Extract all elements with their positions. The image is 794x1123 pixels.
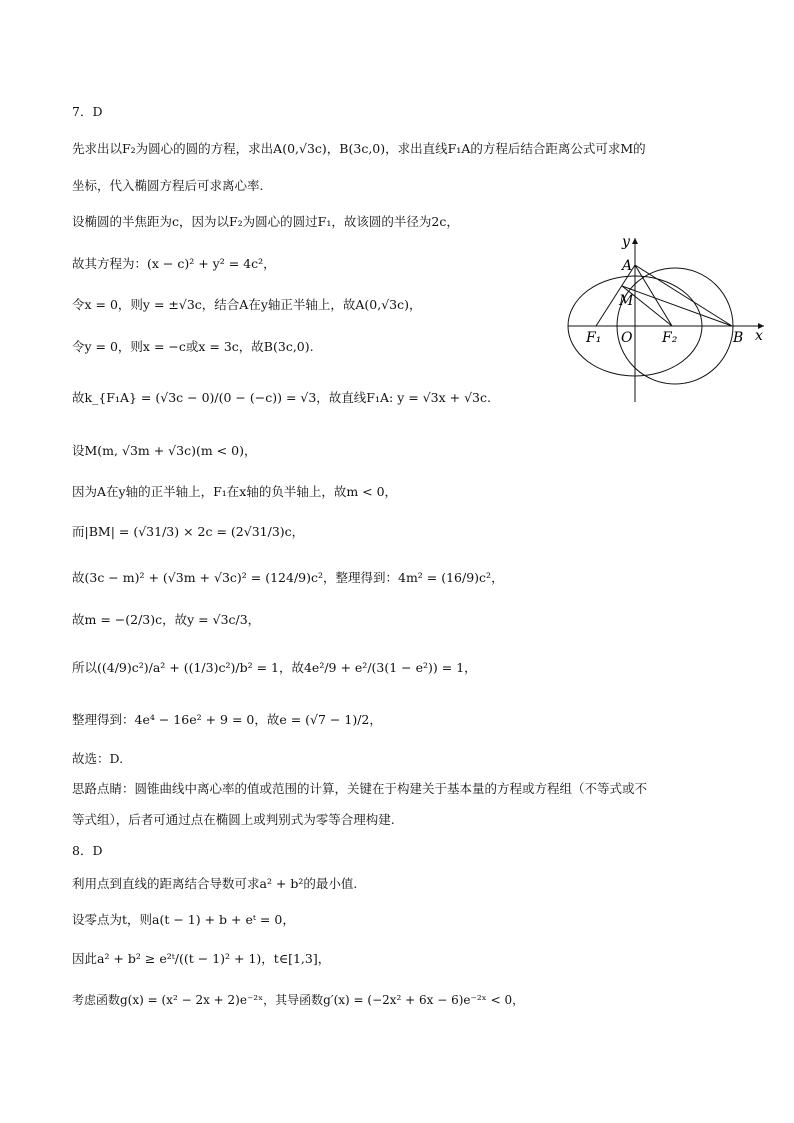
q7-step-1: 设椭圆的半焦距为c，因为以F₂为圆心的圆过F₁，故该圆的半径为2c，: [72, 214, 459, 229]
q8-step-1: 利用点到直线的距离结合导数可求a² + b²的最小值.: [72, 876, 358, 891]
q7-step-3: 令x = 0，则y = ±√3c，结合A在y轴正半轴上，故A(0,√3c)，: [72, 297, 422, 312]
label-m: M: [619, 293, 634, 309]
q7-step-11: 所以((4/9)c²)/a² + ((1/3)c²)/b² = 1，故4e²/9 + e²/(3(1 − e²)) = 1，: [72, 660, 477, 675]
q7-step-9: 故(3c − m)² + (√3m + √3c)² = (124/9)c²，整理得到：4m² = (16/9)c²，: [72, 570, 504, 585]
q8-step-3: 因此a² + b² ≥ e²ᵗ/((t − 1)² + 1)，t∈[1,3]，: [72, 951, 331, 966]
q7-step-13: 故选：D.: [72, 751, 124, 766]
q7-step-5: 故k_{F₁A} = (√3c − 0)/(0 − (−c)) = √3，故直线F₁A: y = √3x + √3c.: [72, 390, 491, 405]
q7-step-12: 整理得到：4e⁴ − 16e² + 9 = 0，故e = (√7 − 1)/2，: [72, 712, 382, 727]
q7-step-10: 故m = −(2/3)c，故y = √3c/3，: [72, 612, 261, 627]
q8-step-4: 考虑函数g(x) = (x² − 2x + 2)e⁻²ˣ，其导函数g′(x) = (−2x² + 6x − 6)e⁻²ˣ < 0，: [72, 993, 525, 1007]
q7-tip-line-1: 思路点睛：圆锥曲线中离心率的值或范围的计算，关键在于构建关于基本量的方程或方程组（不等式或不: [72, 781, 648, 796]
q7-intro-line-1: 先求出以F₂为圆心的圆的方程，求出A(0,√3c)，B(3c,0)，求出直线F₁A的方程后结合距离公式可求M的: [72, 141, 646, 156]
label-b: B: [733, 330, 744, 346]
q7-header: 7．D: [72, 104, 103, 119]
q7-step-2: 故其方程为：(x − c)² + y² = 4c²，: [72, 256, 276, 271]
q7-step-6: 设M(m, √3m + √3c)(m < 0)，: [72, 443, 257, 458]
label-o: O: [621, 330, 633, 346]
q7-step-7: 因为A在y轴的正半轴上，F₁在x轴的负半轴上，故m < 0，: [72, 484, 398, 499]
label-y: y: [622, 234, 630, 250]
q8-header: 8．D: [72, 843, 103, 858]
q7-step-4: 令y = 0，则x = −c或x = 3c，故B(3c,0).: [72, 339, 314, 354]
label-f2: F₂: [662, 330, 678, 346]
line-a-f2: [635, 265, 672, 326]
q7-tip-line-2: 等式组），后者可通过点在椭圆上或判别式为零等合理构建.: [72, 812, 395, 827]
ellipse-circle-diagram: [560, 232, 775, 407]
q7-step-8: 而|BM| = (√31/3) × 2c = (2√31/3)c，: [72, 524, 305, 539]
q8-step-2: 设零点为t，则a(t − 1) + b + eᵗ = 0，: [72, 912, 295, 927]
label-x: x: [755, 328, 763, 344]
label-f1: F₁: [586, 330, 602, 346]
q7-intro-line-2: 坐标，代入椭圆方程后可求离心率.: [72, 178, 264, 193]
label-a: A: [622, 258, 633, 274]
